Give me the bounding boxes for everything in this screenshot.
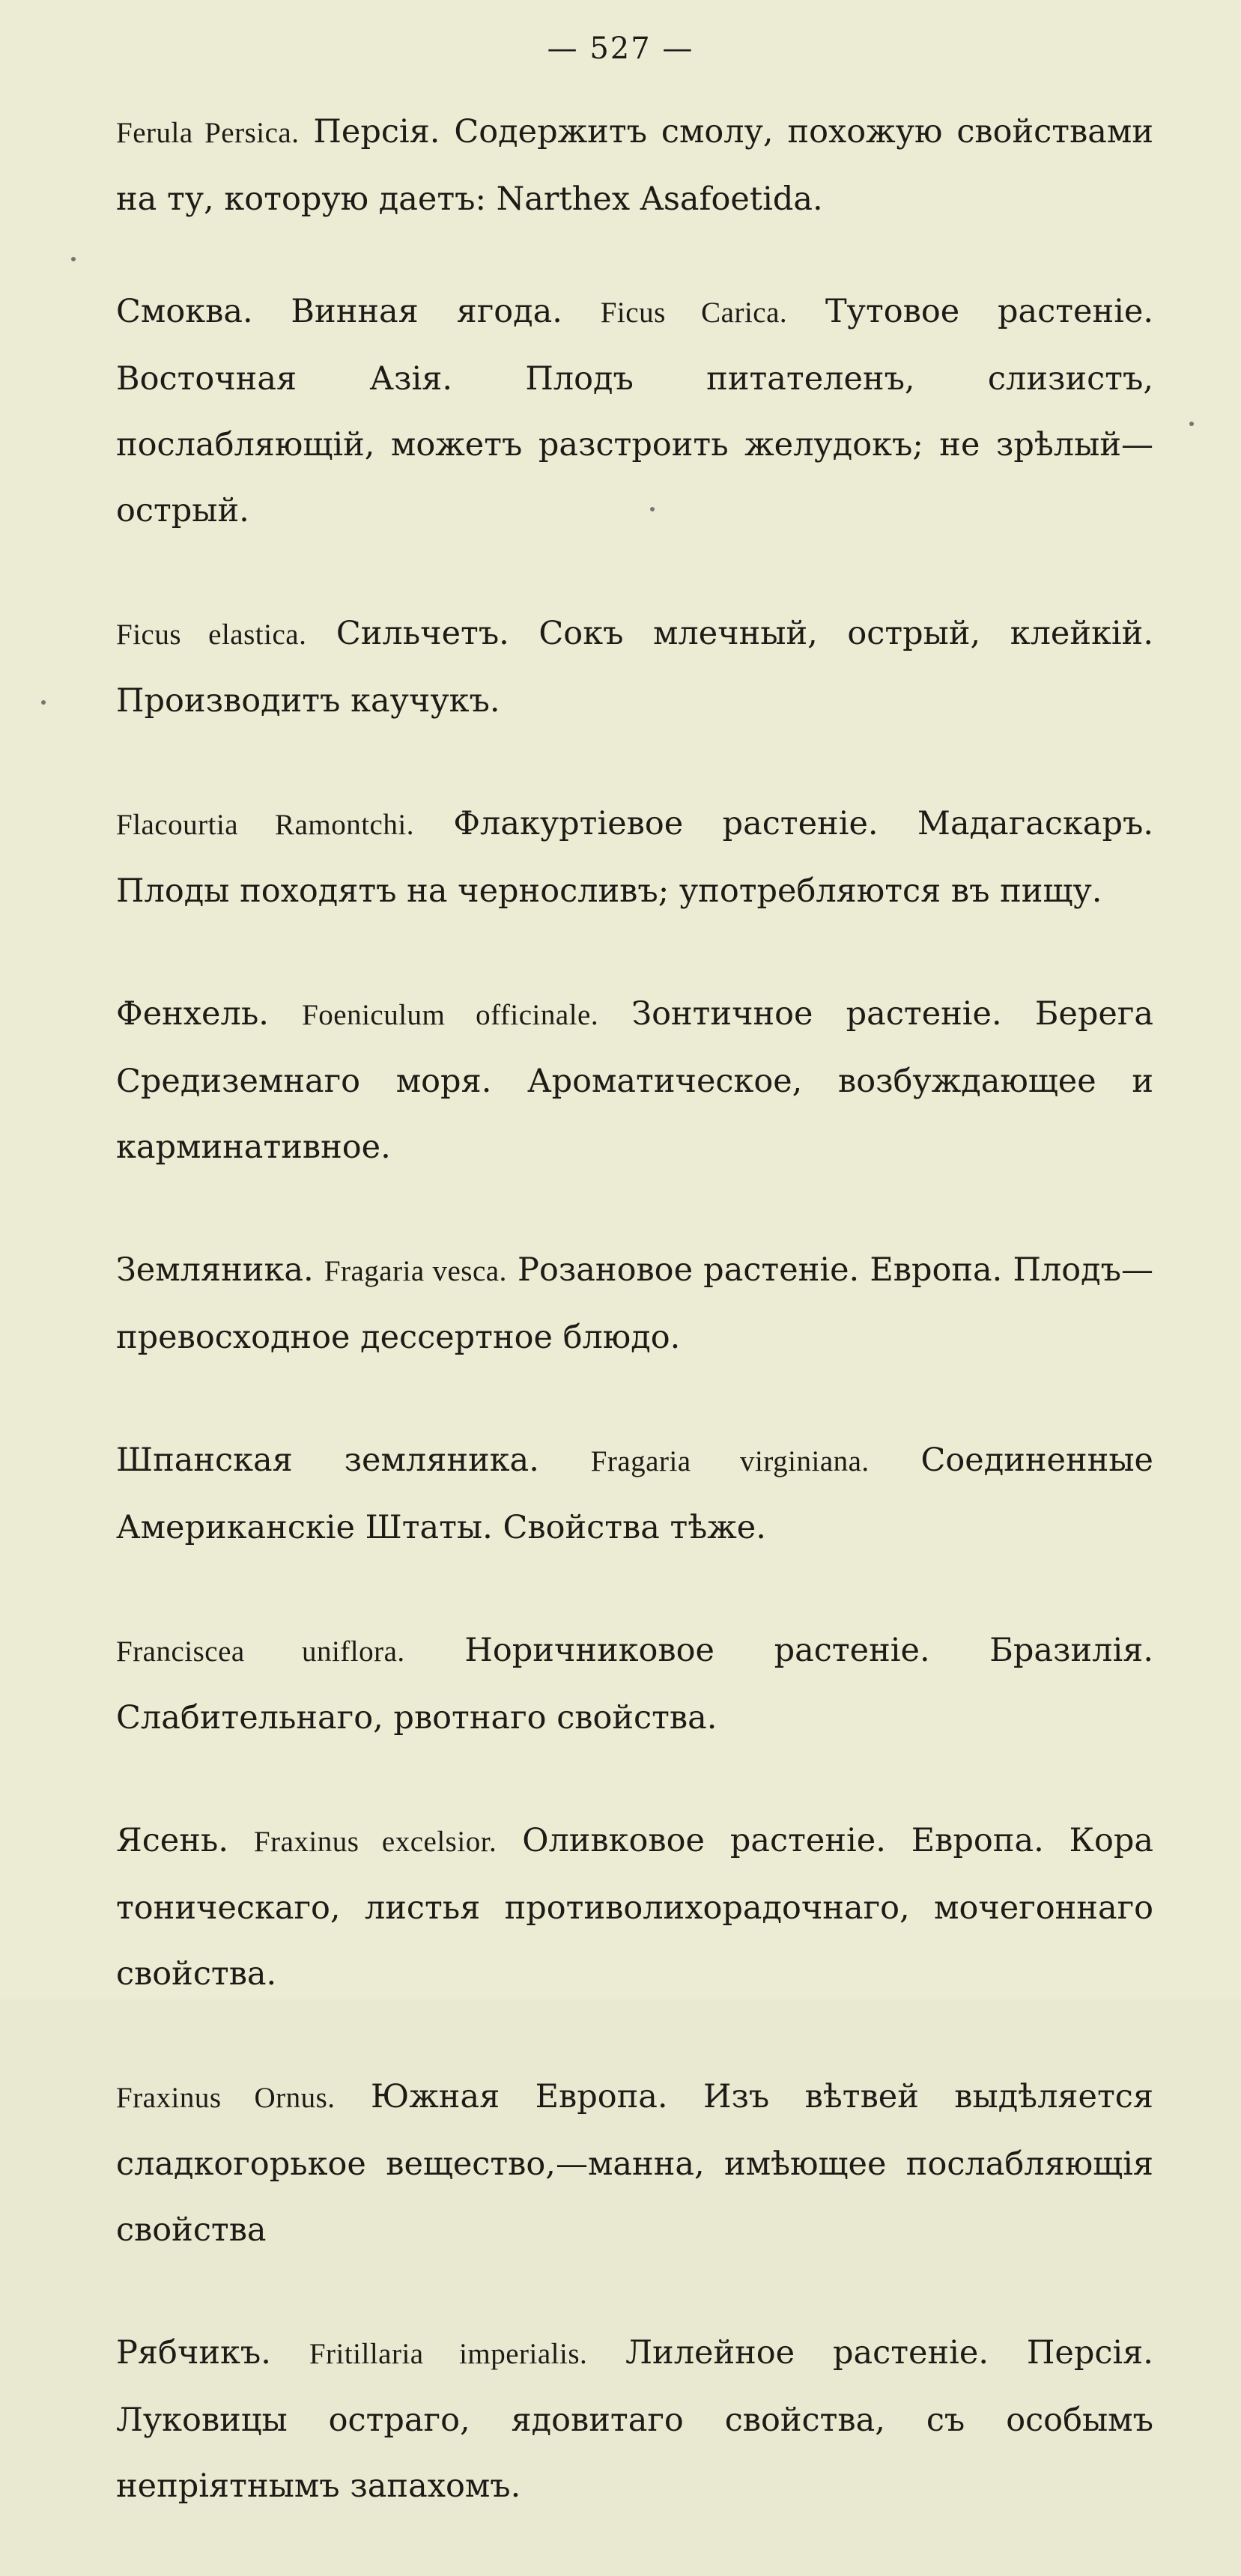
entry-latin-name: Flacourtia Ramontchi. bbox=[116, 809, 414, 841]
entry-fragaria-virginiana bbox=[116, 1427, 1153, 1561]
entry-russian-name: Шпанская земляника. bbox=[116, 1442, 539, 1479]
entry-description: Южная Европа. Изъ вѣтвей выдѣляется сладкогорькое вещество,—манна, имѣющее послабляющія свойства bbox=[116, 2078, 1153, 2249]
entry-description: Соединенные Американскіе Штаты. Свойства тѣже. bbox=[116, 1442, 1153, 1546]
entry-description: Норичниковое растеніе. Бразилія. Слабительнаго, рвотнаго свойства. bbox=[116, 1632, 1154, 1737]
entry-latin-name: Fraxinus excelsior. bbox=[253, 1826, 497, 1858]
entry-ficus-carica bbox=[116, 279, 1153, 544]
entry-latin-name: Fragaria virginiana. bbox=[590, 1445, 870, 1477]
entry-fritillaria-imperialis bbox=[116, 2320, 1153, 2519]
entry-russian-name: Рябчикъ. bbox=[116, 2334, 271, 2372]
entry-franciscea-uniflora bbox=[116, 1617, 1153, 1751]
paper-speck bbox=[1189, 422, 1194, 426]
entry-latin-name: Franciscea uniflora. bbox=[116, 1635, 405, 1668]
entry-russian-name: Смоква. Винная ягода. bbox=[116, 293, 562, 330]
entry-flacourtia-ramontchi bbox=[116, 791, 1153, 924]
entry-foeniculum-officinale bbox=[116, 981, 1153, 1180]
entry-description: Розановое растеніе. Европа. Плодъ—превосходное дессертное блюдо. bbox=[116, 1251, 1154, 1356]
entry-description: Флакуртіевое растеніе. Мадагаскаръ. Плоды походятъ на черносливъ; употребляются въ пищу. bbox=[116, 805, 1153, 910]
entry-description: Тутовое растеніе. Восточная Азія. Плодъ питателенъ, слизистъ, послабляющій, можетъ разстроить желудокъ; не зрѣлый—острый. bbox=[116, 293, 1153, 529]
entry-latin-name: Fraxinus Ornus. bbox=[116, 2082, 336, 2114]
page-number: — 527 — bbox=[547, 31, 694, 66]
entry-description: Зонтичное растеніе. Берега Средиземнаго моря. Ароматическое, возбуждающее и карминативное. bbox=[116, 995, 1154, 1166]
entry-latin-name: Ferula Persica. bbox=[116, 117, 300, 149]
entry-russian-name: Земляника. bbox=[116, 1251, 314, 1289]
entry-latin-name: Ficus Carica. bbox=[600, 297, 788, 329]
entry-latin-name: Fragaria vesca. bbox=[324, 1255, 507, 1287]
entry-fraxinus-ornus bbox=[116, 2064, 1153, 2263]
entry-fragaria-vesca bbox=[116, 1237, 1153, 1370]
entry-description: Сильчетъ. Сокъ млечный, острый, клейкій. Производитъ каучукъ. bbox=[116, 615, 1153, 720]
entry-russian-name: Ясень. bbox=[116, 1822, 228, 1859]
entry-description: Персія. Содержитъ смолу, похожую свойствами на ту, которую даетъ: Narthex Asafoetida. bbox=[116, 113, 1153, 218]
paper-speck bbox=[41, 700, 46, 705]
entry-latin-name: Fritillaria imperialis. bbox=[309, 2338, 588, 2370]
entry-fraxinus-excelsior bbox=[116, 1808, 1153, 2007]
paper-speck bbox=[71, 257, 76, 261]
entries-list bbox=[116, 99, 1153, 2576]
entry-ficus-elastica bbox=[116, 601, 1153, 734]
entry-ferula-persica bbox=[116, 99, 1153, 232]
entry-latin-name: Ficus elastica. bbox=[116, 619, 307, 651]
entry-description: Оливковое растеніе. Европа. Кора тоническаго, листья противолихорадочнаго, мочегоннаго свойства. bbox=[116, 1822, 1153, 1993]
entry-russian-name: Фенхель. bbox=[116, 995, 269, 1033]
paper-speck bbox=[650, 507, 655, 511]
entry-latin-name: Foeniculum officinale. bbox=[302, 999, 599, 1031]
entry-description: Лилейное растеніе. Персія. Луковицы остраго, ядовитаго свойства, съ особымъ непріятнымъ запахомъ. bbox=[116, 2334, 1153, 2505]
